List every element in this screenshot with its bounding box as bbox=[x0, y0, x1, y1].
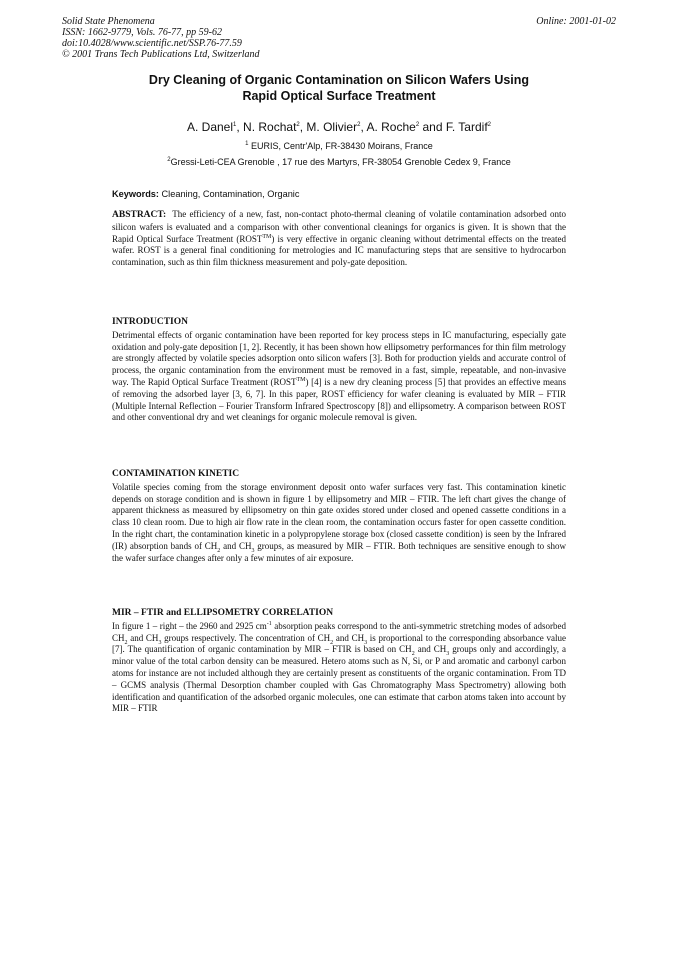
paragraph-text: and CH bbox=[220, 540, 252, 551]
paragraph-text: and CH bbox=[414, 644, 447, 655]
running-header bbox=[62, 16, 616, 60]
keywords-label: Keywords: bbox=[112, 189, 159, 199]
paragraph-text: groups respectively. The concentration of CH bbox=[161, 632, 331, 643]
title-line-1: Dry Cleaning of Organic Contamination on Silicon Wafers Using bbox=[148, 73, 530, 87]
subscript: 2 bbox=[124, 639, 128, 646]
affiliation-1 bbox=[0, 141, 678, 151]
author-affil-sup: 1 bbox=[233, 122, 237, 128]
author-sep: , bbox=[360, 120, 367, 134]
paper-title bbox=[80, 72, 598, 104]
affil-text: Gressi-Leti-CEA Grenoble , 17 rue des Martyrs, FR-38054 Grenoble Cedex 9, France bbox=[170, 157, 511, 167]
contamination-section bbox=[112, 469, 566, 564]
author-affil-sup: 2 bbox=[487, 122, 491, 128]
subscript: 2 bbox=[217, 547, 221, 554]
online-date: Online: 2001-01-02 bbox=[536, 16, 616, 27]
trademark-sup: TM bbox=[296, 376, 306, 383]
subscript: 2 bbox=[411, 651, 415, 658]
trademark-sup: TM bbox=[262, 233, 272, 240]
paragraph-text: ) [4] is a new dry cleaning process [5] that provides an effective means of removing the adsorbed layer [3, 6, 7]. In this paper, ROST efficiency for wafer cleaning is evaluated by MIR – FTIR (Multiple Internal Reflection – Fourier Transform Infrared Spectroscopy [8]) and ellipsometry. A comparison between ROST and other conventional dry and wet cleanings for organic molecule removal is given. bbox=[112, 376, 566, 423]
author-name: F. Tardif bbox=[445, 120, 488, 134]
paragraph-text: absorption peaks correspond to the anti-symmetric stretching modes of adsorbed CH bbox=[112, 620, 566, 643]
author-and: and bbox=[419, 120, 446, 134]
section-heading: CONTAMINATION KINETIC bbox=[112, 469, 240, 479]
paragraph-text: Volatile species coming from the storage environment deposit onto wafer surfaces very fast. This contamination kinetic depends on storage condition and is shown in figure 1 by ellipsometry and MIR – FTIR. The left chart gives the change of apparent thickness as measured by ellipsometry on thin gate oxides stored under closed and opened cassette conditions in a class 10 clean room. Due to high air flow rate in the clean room, the contamination occurs faster for open cassette condition. In the right chart, the contamination kinetic in a polypropylene storage box (closed cassette condition) is seen by the Infrared (IR) absorption bands of CH bbox=[112, 481, 566, 551]
author-affil-sup: 2 bbox=[415, 122, 420, 128]
paragraph-text: is proportional to the corresponding absorbance value [7]. The quantification of organic contamination by MIR – FTIR is based on CH bbox=[112, 632, 566, 655]
author-sep: , bbox=[236, 120, 244, 134]
doi-line: doi:10.4028/www.scientific.net/SSP.76-77.59 bbox=[62, 38, 242, 49]
author-sep: , bbox=[299, 120, 307, 134]
paragraph-text: and CH bbox=[333, 632, 365, 643]
introduction-section bbox=[112, 317, 566, 424]
affil-sup: 2 bbox=[167, 157, 171, 163]
author-affil-sup: 2 bbox=[357, 122, 361, 128]
author-name: N. Rochat bbox=[243, 120, 297, 134]
citation-block bbox=[62, 16, 616, 60]
mir-ftir-section bbox=[112, 608, 566, 715]
author-name: M. Olivier bbox=[306, 120, 358, 134]
affil-text: EURIS, Centr'Alp, FR-38430 Moirans, France bbox=[251, 141, 433, 151]
subscript: 3 bbox=[364, 639, 368, 646]
superscript: -1 bbox=[266, 620, 272, 627]
journal-name: Solid State Phenomena bbox=[62, 16, 155, 27]
affil-sup: 1 bbox=[245, 141, 249, 147]
affiliation-2 bbox=[0, 157, 678, 167]
keywords bbox=[112, 189, 566, 199]
subscript: 3 bbox=[446, 651, 450, 658]
paragraph-text: groups only and accordingly, a minor value of the total carbon density can be measured. Hetero atoms such as N, Si, or P and aromatic and carbonyl carbon atoms for instance are not included although they are certainly present as constituents of the organic contamination. From TD – GCMS analysis (Thermal Desorption chamber coupled with Gas Chromatography Mass Spectrometry) allowing both identification and quantification of the adsorbed organic molecules, one can estimate that carbon atoms taken into account by MIR – FTIR bbox=[112, 644, 566, 714]
keywords-text: Cleaning, Contamination, Organic bbox=[161, 189, 300, 199]
subscript: 2 bbox=[330, 639, 334, 646]
subscript: 3 bbox=[251, 547, 255, 554]
title-line-2: Rapid Optical Surface Treatment bbox=[242, 89, 436, 103]
author-list bbox=[0, 120, 678, 134]
issn-line: ISSN: 1662-9779, Vols. 76-77, pp 59-62 bbox=[62, 27, 222, 38]
paragraph-text: and CH bbox=[127, 632, 159, 643]
section-heading: INTRODUCTION bbox=[112, 317, 189, 327]
author-name: A. Roche bbox=[366, 120, 416, 134]
copyright-line: © 2001 Trans Tech Publications Ltd, Switzerland bbox=[62, 49, 260, 60]
section-heading: MIR – FTIR and ELLIPSOMETRY CORRELATION bbox=[112, 608, 334, 618]
subscript: 3 bbox=[158, 639, 162, 646]
paragraph-text: In figure 1 – right – the 2960 and 2925 cm bbox=[112, 620, 267, 631]
abstract-heading: ABSTRACT: bbox=[112, 210, 167, 220]
abstract-text: ) is very effective in organic cleaning without detrimental effects on the treated wafer. ROST is a general final conditioning for metrologies and IC manufacturing steps that are sensitive to hydrocarbon contamination, such as thin film thickness measurement and poly-gate deposition. bbox=[112, 233, 566, 268]
author-affil-sup: 2 bbox=[296, 122, 300, 128]
author-name: A. Danel bbox=[187, 120, 234, 134]
abstract-section bbox=[112, 209, 566, 269]
abstract-text: The efficiency of a new, fast, non-contact photo-thermal cleaning of volatile contamination adsorbed onto silicon wafers is evaluated and a comparison with other conventional cleanings for organics is given. It is shown that the Rapid Optical Surface Treatment (ROST bbox=[112, 209, 566, 244]
paragraph-text: groups, as measured by MIR – FTIR. Both techniques are sensitive enough to show the wafer surface changes after only a few minutes of air exposure. bbox=[112, 540, 566, 563]
paragraph-text: Detrimental effects of organic contamination have been reported for key process steps in IC manufacturing, especially gate oxidation and poly-gate deposition [1, 2]. Recently, it has been shown how ellipsometry performances for thin film metrology are strongly affected by volatile species adsorption onto silicon wafers [3]. Both for production yields and accurate control of process, the organic contamination from the environment must be removed in a fast, simple, repeatable, and non-invasive way. The Rapid Optical Surface Treatment (ROST bbox=[112, 329, 566, 387]
